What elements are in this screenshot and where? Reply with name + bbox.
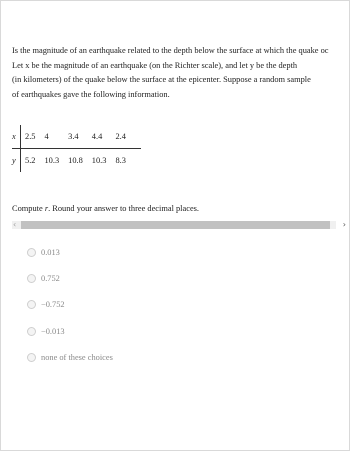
radio-button[interactable] <box>27 248 36 257</box>
radio-button[interactable] <box>27 274 36 283</box>
prompt-line: Is the magnitude of an earthquake related to the depth below the surface at which the quake oc <box>12 46 329 55</box>
option-label: 0.752 <box>41 274 60 283</box>
y-row-label: y <box>12 149 21 173</box>
y-value: 10.8 <box>68 156 83 165</box>
table-row-x <box>12 125 141 149</box>
scrollbar-thumb[interactable] <box>21 221 330 229</box>
prompt-line: of earthquakes gave the following information. <box>12 89 170 99</box>
answer-option[interactable] <box>27 327 65 336</box>
x-value: 2.5 <box>21 125 41 149</box>
answer-option[interactable] <box>27 274 60 283</box>
option-label: −0.013 <box>41 327 65 336</box>
prompt-line: (in kilometers) of the quake below the surface at the epicenter. Suppose a random sample <box>12 75 311 85</box>
question-prompt <box>12 44 348 102</box>
x-value: 3.4 <box>64 125 88 149</box>
table-cell-spacer <box>131 125 141 149</box>
horizontal-scrollbar[interactable] <box>12 220 346 229</box>
y-value: 10.3 <box>44 156 60 165</box>
scroll-left-icon[interactable]: ‹ <box>13 220 17 229</box>
data-table <box>12 125 141 172</box>
scroll-right-icon[interactable]: › <box>342 220 346 229</box>
x-value: 4.4 <box>88 125 112 149</box>
x-value: 2.4 <box>111 125 130 149</box>
x-value: 4 <box>40 125 64 149</box>
question-variable: r <box>44 204 49 213</box>
radio-button[interactable] <box>27 300 36 309</box>
option-label: none of these choices <box>41 353 113 362</box>
option-label: −0.752 <box>41 300 65 309</box>
question-suffix: . Round your answer to three decimal places. <box>48 204 200 213</box>
option-label: 0.013 <box>41 248 60 257</box>
question-text <box>12 203 199 215</box>
y-value: 8.3 <box>115 156 126 165</box>
y-value: 5.2 <box>25 156 36 165</box>
radio-button[interactable] <box>27 353 36 362</box>
table-row-y <box>12 149 141 173</box>
x-row-label: x <box>12 125 21 149</box>
answer-option[interactable] <box>27 300 65 309</box>
table-cell-spacer <box>131 149 141 173</box>
radio-button[interactable] <box>27 327 36 336</box>
prompt-line: Let x be the magnitude of an earthquake (on the Richter scale), and let y be the depth <box>12 60 298 70</box>
answer-option[interactable] <box>27 248 60 257</box>
answer-option[interactable] <box>27 353 113 362</box>
question-prefix: Compute <box>12 204 45 213</box>
y-value: 10.3 <box>91 156 107 165</box>
